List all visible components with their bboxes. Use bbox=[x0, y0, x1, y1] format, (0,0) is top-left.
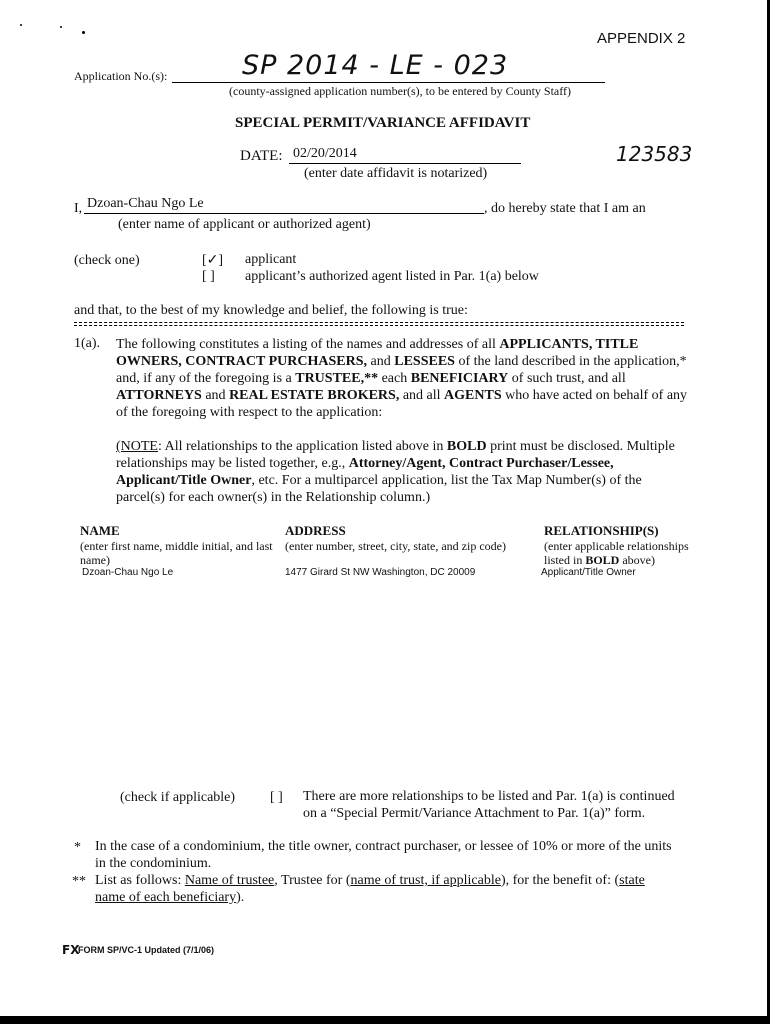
relationship-column-header: RELATIONSHIP(S) bbox=[544, 523, 659, 538]
footnote-2-mark: ** bbox=[72, 874, 86, 889]
checkbox-applicant[interactable]: [✓] bbox=[202, 253, 224, 268]
handwritten-stamp-number: 123583 bbox=[616, 142, 693, 166]
form-footer-text: FORM SP/VC-1 Updated (7/1/06) bbox=[78, 945, 215, 955]
checkbox-more-relationships[interactable]: [ ] bbox=[270, 790, 283, 805]
more-relationships-line1: There are more relationships to be listed and Par. 1(a) is continued bbox=[303, 789, 675, 804]
footnote-1-mark: * bbox=[74, 840, 81, 855]
application-underline bbox=[172, 82, 605, 83]
date-value: 02/20/2014 bbox=[293, 146, 357, 161]
belief-statement: and that, to the best of my knowledge and belief, the following is true: bbox=[74, 303, 468, 318]
declarant-name: Dzoan-Chau Ngo Le bbox=[87, 196, 204, 211]
para-1a-number: 1(a). bbox=[74, 336, 101, 351]
application-number-handwritten: SP 2014 - LE - 023 bbox=[242, 50, 509, 81]
option-authorized-agent-label: applicant’s authorized agent listed in Par. 1(a) below bbox=[245, 269, 539, 284]
check-one-label: (check one) bbox=[74, 253, 140, 268]
scan-border-bottom bbox=[0, 1016, 770, 1024]
row-relationship: Applicant/Title Owner bbox=[541, 567, 636, 578]
footnote-1-line2: in the condominium. bbox=[95, 856, 212, 871]
application-caption: (county-assigned application number(s), to be entered by County Staff) bbox=[229, 84, 572, 98]
county-logo: FX bbox=[62, 943, 80, 957]
check-if-applicable-label: (check if applicable) bbox=[120, 790, 236, 805]
checkbox-authorized-agent[interactable]: [ ] bbox=[202, 269, 215, 284]
option-applicant-label: applicant bbox=[245, 252, 297, 267]
date-caption: (enter date affidavit is notarized) bbox=[304, 166, 488, 181]
para-1a-text: The following constitutes a listing of the names and addresses of all APPLICANTS, TITLE OWNERS, CONTRACT PURCHASERS, and LESSEES of the land described in the application,* and, if any of the foregoing is a TRUSTEE,** each BENEFICIARY of such trust, and all ATTORNEYS and REAL ESTATE BROKERS, and all AGENTS who have acted on behalf of any of the foregoing with respect to the application: bbox=[116, 337, 688, 420]
page-title: SPECIAL PERMIT/VARIANCE AFFIDAVIT bbox=[235, 115, 531, 131]
declarant-prefix: I, bbox=[74, 201, 83, 216]
declarant-underline bbox=[84, 213, 484, 214]
more-relationships-line2: on a “Special Permit/Variance Attachment to Par. 1(a)” form. bbox=[303, 806, 646, 821]
footnote-2-line1: List as follows: Name of trustee, Trustee for (name of trust, if applicable), for the benefit of: (state bbox=[95, 873, 645, 888]
name-column-header: NAME bbox=[80, 523, 120, 538]
scan-speck bbox=[60, 26, 62, 28]
application-label: Application No.(s): bbox=[74, 69, 168, 83]
declarant-caption: (enter name of applicant or authorized agent) bbox=[118, 217, 371, 232]
footnote-1-line1: In the case of a condominium, the title owner, contract purchaser, or lessee of 10% or more of the units bbox=[95, 839, 672, 854]
footnote-2-line2: name of each beneficiary). bbox=[95, 890, 245, 905]
date-label: DATE: bbox=[240, 148, 283, 164]
appendix-label: APPENDIX 2 bbox=[597, 30, 686, 47]
address-column-header: ADDRESS bbox=[285, 523, 346, 538]
double-rule-divider bbox=[74, 322, 684, 326]
name-column-caption: (enter first name, middle initial, and last name) bbox=[80, 539, 273, 567]
date-underline bbox=[289, 163, 521, 164]
scan-speck bbox=[82, 31, 85, 34]
scan-speck bbox=[20, 24, 22, 26]
relationship-column-caption: (enter applicable relationships listed in BOLD above) bbox=[544, 539, 689, 567]
note-text: (NOTE: All relationships to the application listed above in BOLD print must be disclosed. Multiple relationships may be listed together, e.g., Attorney/Agent, Contract Purchaser/Lessee, Applicant/Title Owner, etc. For a multiparcel application, list the Tax Map Number(s) of the parcel(s) for each owner(s) in the Relationship column.) bbox=[116, 439, 675, 505]
row-address: 1477 Girard St NW Washington, DC 20009 bbox=[285, 567, 476, 578]
declarant-suffix: , do hereby state that I am an bbox=[484, 201, 646, 216]
row-name: Dzoan-Chau Ngo Le bbox=[82, 567, 174, 578]
address-column-caption: (enter number, street, city, state, and zip code) bbox=[285, 539, 506, 553]
